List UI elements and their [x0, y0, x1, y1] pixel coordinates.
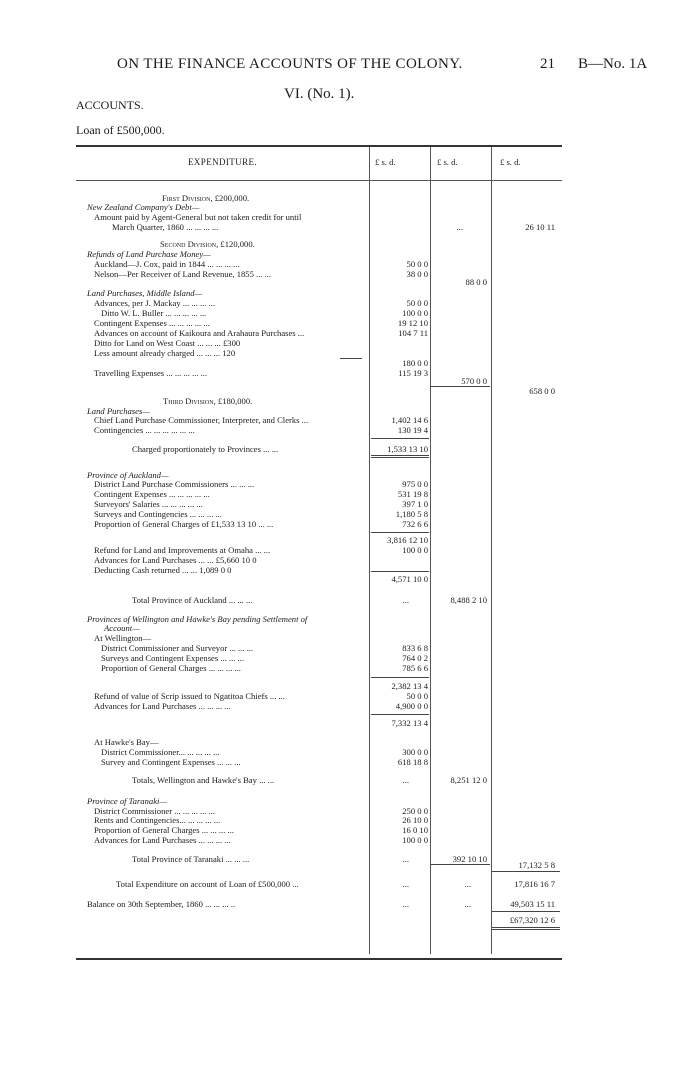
subheading: Refunds of Land Purchase Money— — [87, 249, 211, 259]
row-label: Advances, per J. Mackay ... ... ... ... — [94, 298, 215, 308]
sum-rule — [431, 864, 490, 865]
subtotal-value: 570 0 0 — [461, 376, 487, 386]
grand-total-value: £67,320 12 6 — [509, 915, 555, 925]
row-label: Advances for Land Purchases ... ... ... ... — [94, 835, 231, 845]
cell-value: 16 0 10 — [402, 825, 428, 835]
row-label: Rents and Contingencies... ... ... ... ... — [94, 815, 221, 825]
cell-value: ... — [402, 775, 409, 785]
cell-value: 104 7 11 — [398, 328, 428, 338]
loan-heading: Loan of £500,000. — [76, 123, 165, 137]
cell-value: 100 0 0 — [402, 835, 428, 845]
cell-value: 115 19 3 — [398, 368, 428, 378]
cell-value: 19 12 10 — [397, 318, 428, 328]
subheading: Land Purchases— — [87, 406, 150, 416]
cell-value: ... — [402, 854, 409, 864]
total-expenditure-value: 17,816 16 7 — [514, 879, 555, 889]
cell-value: 50 0 0 — [406, 298, 428, 308]
row-label: Amount paid by Agent-General but not taken credit for until — [94, 212, 302, 222]
row-label: District Commissioner ... ... ... ... ... — [94, 806, 216, 816]
cell-value: 250 0 0 — [402, 806, 428, 816]
column-header-col1: £ s. d. — [375, 157, 396, 167]
section-heading: VI. (No. 1). — [284, 86, 355, 102]
column-divider — [369, 147, 370, 954]
row-label: District Commissioner and Surveyor ... ... ... — [101, 643, 254, 653]
division-total: 17,132 5 8 — [518, 860, 555, 870]
cell-value: 180 0 0 — [402, 358, 428, 368]
row-label: Nelson—Per Receiver of Land Revenue, 1855 ... ... — [94, 269, 272, 279]
sum-rule — [340, 358, 362, 359]
cell-value: 1,533 13 10 — [387, 444, 428, 454]
row-label: At Wellington— — [94, 633, 152, 643]
subheading: Provinces of Wellington and Hawke's Bay pending Settlement of — [87, 614, 308, 624]
cell-value: ... — [402, 899, 409, 909]
cell-value: 4,571 10 0 — [391, 574, 428, 584]
cell-value: 50 0 0 — [406, 691, 428, 701]
row-label: Total Expenditure on account of Loan of £500,000 ... — [116, 879, 299, 889]
row-label: Auckland—J. Cox, paid in 1844 ... ... ... ... — [94, 259, 240, 269]
cell-value: 732 6 6 — [402, 519, 428, 529]
row-label: Totals, Wellington and Hawke's Bay ... ... — [132, 775, 275, 785]
row-label: Surveyors' Salaries ... ... ... ... ... — [94, 499, 203, 509]
row-label: Chief Land Purchase Commissioner, Interpreter, and Clerks ... — [94, 415, 309, 425]
row-label: Contingent Expenses ... ... ... ... ... — [94, 318, 210, 328]
row-label: Proportion of General Charges ... ... ... ... — [101, 663, 241, 673]
header-divider — [76, 180, 562, 181]
third-division-heading: Third Division, £180,000. — [163, 396, 253, 406]
row-label: Advances for Land Purchases ... ... £5,660 10 0 — [94, 555, 257, 565]
province-total: 8,251 12 0 — [450, 775, 487, 785]
cell-value: 1,402 14 6 — [391, 415, 428, 425]
subtotal-value: 3,816 12 10 — [387, 535, 428, 545]
province-total: 8,488 2 10 — [450, 595, 487, 605]
column-header-col2: £ s. d. — [437, 157, 458, 167]
row-label: Less amount already charged ... ... ... 120 — [94, 348, 236, 358]
subtotal-value: 88 0 0 — [465, 277, 487, 287]
cell-value: ... — [402, 879, 409, 889]
row-label: Deducting Cash returned ... ... 1,089 0 0 — [94, 565, 232, 575]
paper-reference: B—No. 1A — [578, 56, 648, 72]
cell-value: 975 0 0 — [402, 479, 428, 489]
row-label: Refund for Land and Improvements at Omaha ... ... — [94, 545, 271, 555]
cell-value: 833 6 8 — [402, 643, 428, 653]
cell-value: 785 6 6 — [402, 663, 428, 673]
cell-value: 618 18 8 — [397, 757, 428, 767]
page-number: 21 — [540, 56, 555, 72]
sum-rule — [431, 386, 490, 387]
cell-value: 1,180 5 8 — [395, 509, 428, 519]
column-header-expenditure: EXPENDITURE. — [188, 157, 258, 167]
column-divider — [430, 147, 431, 954]
balance-value: 49,503 15 11 — [510, 899, 555, 909]
first-division-heading: First Division, £200,000. — [162, 193, 250, 203]
sum-rule — [371, 532, 429, 533]
cell-value: 397 1 0 — [402, 499, 428, 509]
row-label: Advances on account of Kaikoura and Arahaura Purchases ... — [94, 328, 305, 338]
row-label: Proportion of General Charges ... ... ... ... — [94, 825, 234, 835]
sum-rule — [371, 677, 429, 678]
cell-value: ... — [402, 595, 409, 605]
sum-rule — [492, 911, 560, 912]
subheading: Province of Auckland— — [87, 470, 169, 480]
page-header-title: ON THE FINANCE ACCOUNTS OF THE COLONY. — [117, 56, 463, 72]
cell-value: 100 0 0 — [402, 308, 428, 318]
row-label: Surveys and Contingent Expenses ... ... ... — [101, 653, 244, 663]
row-label: Charged proportionately to Provinces ... ... — [132, 444, 279, 454]
column-header-col3: £ s. d. — [500, 157, 521, 167]
subheading: New Zealand Company's Debt— — [87, 202, 200, 212]
column-divider — [491, 147, 492, 954]
sum-rule — [371, 438, 429, 439]
row-label: Refund of value of Scrip issued to Ngatitoa Chiefs ... ... — [94, 691, 285, 701]
second-division-heading: Second Division, £120,000. — [160, 239, 255, 249]
cell-value: ... — [456, 222, 463, 232]
row-label: Contingencies ... ... ... ... ... ... — [94, 425, 195, 435]
row-label: March Quarter, 1860 ... ... ... ... — [112, 222, 219, 232]
cell-value: 531 19 8 — [397, 489, 428, 499]
sum-rule — [371, 571, 429, 572]
cell-value: 26 10 11 — [525, 222, 555, 232]
sum-rule — [371, 714, 429, 715]
row-label: Travelling Expenses ... ... ... ... ... — [94, 368, 208, 378]
row-label: Advances for Land Purchases ... ... ... ... — [94, 701, 231, 711]
cell-value: 4,900 0 0 — [395, 701, 428, 711]
cell-value: 26 10 0 — [402, 815, 428, 825]
row-label: District Land Purchase Commissioners ... ... ... — [94, 479, 255, 489]
row-label: Ditto for Land on West Coast ... ... ... £300 — [94, 338, 241, 348]
sum-rule — [492, 871, 560, 872]
double-rule — [371, 455, 429, 458]
cell-value: 100 0 0 — [402, 545, 428, 555]
row-label: Total Province of Auckland ... ... ... — [132, 595, 253, 605]
cell-value: 50 0 0 — [406, 259, 428, 269]
division-total: 658 0 0 — [529, 386, 555, 396]
cell-value: 38 0 0 — [406, 269, 428, 279]
cell-value: ... — [464, 899, 471, 909]
double-rule — [492, 927, 560, 930]
row-label: Ditto W. L. Buller ... ... ... ... ... — [101, 308, 207, 318]
cell-value: 764 0 2 — [402, 653, 428, 663]
row-label: District Commissioner... ... ... ... ... — [101, 747, 220, 757]
cell-value: 300 0 0 — [402, 747, 428, 757]
accounts-heading: ACCOUNTS. — [76, 98, 144, 112]
cell-value: ... — [464, 879, 471, 889]
row-label: Proportion of General Charges of £1,533 13 10 ... ... — [94, 519, 274, 529]
province-total: 392 10 10 — [452, 854, 487, 864]
cell-value: 130 19 4 — [397, 425, 428, 435]
subtotal-value: 7,332 13 4 — [391, 718, 428, 728]
row-label: Surveys and Contingencies ... ... ... ... — [94, 509, 222, 519]
row-label: Balance on 30th September, 1860 ... ... ... .. — [87, 899, 236, 909]
row-label: At Hawke's Bay— — [94, 737, 159, 747]
row-label: Survey and Contingent Expenses ... ... ... — [101, 757, 241, 767]
row-label: Contingent Expenses ... ... ... ... ... — [94, 489, 210, 499]
subtotal-value: 2,382 13 4 — [391, 681, 428, 691]
subheading: Land Purchases, Middle Island— — [87, 288, 203, 298]
subheading: Account— — [104, 623, 140, 633]
subheading: Province of Taranaki— — [87, 796, 168, 806]
row-label: Total Province of Taranaki ... ... ... — [132, 854, 250, 864]
